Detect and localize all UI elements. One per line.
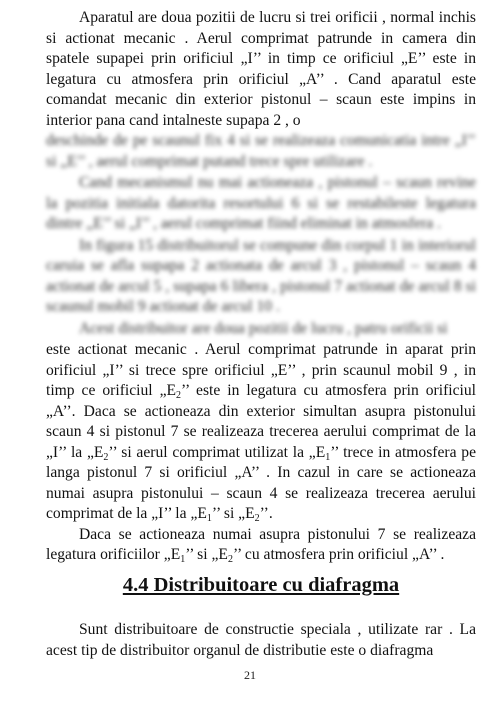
body-paragraph: Aparatul are doua pozitii de lucru si trei orificii , normal inchis si actionat mecanic . Aerul comprimat patrunde in camera din spatele supapei prin orificiul „I’’ in timp ce orificiul „E’’ este in legatura cu atmosfera prin orificiul „A’’ . Cand aparatul este comandat mecanic din exterior pistonul – scaun este impins in interior pana cand intalneste supapa 2 , o xyxy=(46,9,476,129)
blurred-region xyxy=(46,131,476,339)
section-intro: Sunt distribuitoare de constructie speciala , utilizate rar . La acest tip de distribuitor organul de distributie este o diafragma xyxy=(46,621,476,659)
document-page xyxy=(46,8,476,659)
blurred-paragraph: Cand mecanismul nu mai actioneaza , pistonul – scaun revine la pozitia initiala datorita resortului 6 si se restabileste legatura dintre „E’’ si „I’’ , aerul comprimat fiind eliminat in atmosfera . xyxy=(46,174,476,232)
blurred-paragraph: deschinde de pe scaunul fix 4 si se realizeaza comunicatia intre „I’’ si „E’’ , aerul comprimat putand trece spre utilizare . xyxy=(46,132,476,170)
section-heading: 4.4 Distribuitoare cu diafragma xyxy=(122,574,400,596)
blurred-paragraph: In figura 15 distribuitorul se compune din corpul 1 in interiorul caruia se afla supapa 2 actionata de arcul 3 , pistonul – scaun 4 actionat de arcul 5 , supapa 6 libera , pistonul 7 actionat de arcul 8 si scaunul mobil 9 actionat de arcul 10 . xyxy=(46,236,476,315)
body-paragraph: Daca se actioneaza numai asupra pistonului 7 se realizeaza legatura orificiilor $„E_1$’’ si $„E_2$’’ cu atmosfera prin orificiul „A’’ . xyxy=(46,525,476,565)
continuation-paragraph: este actionat mecanic . Aerul comprimat patrunde in aparat prin orificiul „I’’ si trece spre orificiul „E’’ , prin scaunul mobil 9 , in timp ce orificiul $„E_2$’’ este in legatura cu atmosfera prin orificiul „A’’. Daca se actioneaza din exterior simultan asupra pistonului scaun 4 si pistonul 7 se realizeaza trecerea aerului comprimat de la „I’’ la $„E_2$’’ si aerul comprimat utilizat la $„E_1$’’ trece in atmosfera pe langa pistonul 7 si orificiul „A’’ . In cazul in care se actioneaza numai asupra pistonului – scaun 4 se realizeaza trecerea aerului comprimat de la „I’’ la $„E_1$’’ si $„E_2$’’. xyxy=(46,341,476,524)
blurred-paragraph: Acest distribuitor are doua pozitii de lucru , patru orificii si xyxy=(79,319,448,337)
page-number: 21 xyxy=(244,668,256,682)
